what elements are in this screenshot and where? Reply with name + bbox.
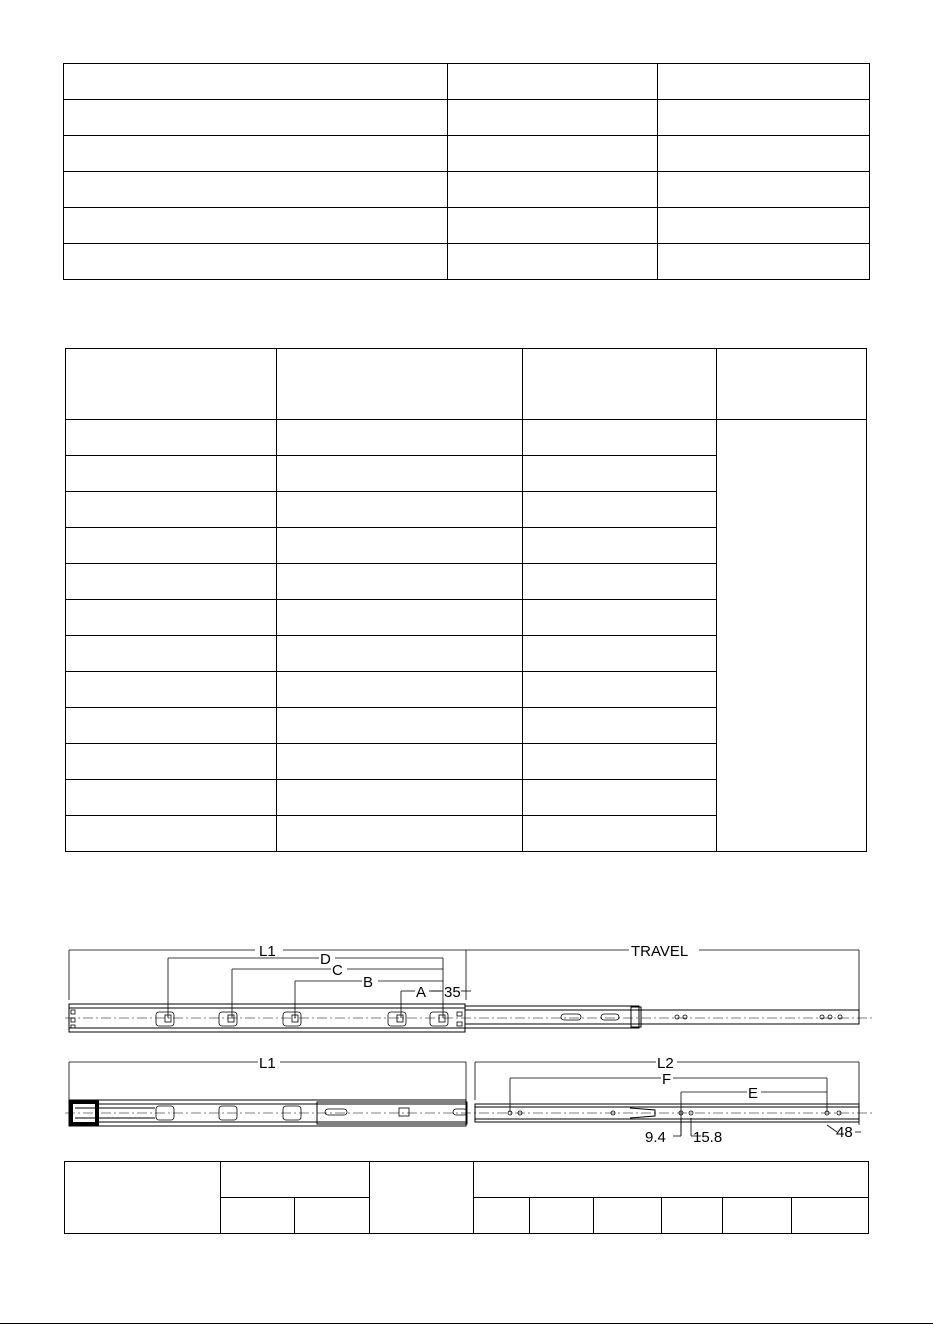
table-cell	[277, 420, 523, 456]
table-cell	[658, 172, 870, 208]
dim-48-label: 48	[836, 1124, 853, 1141]
table-cell	[66, 708, 277, 744]
table-row	[66, 420, 867, 456]
subheader-cell	[723, 1198, 792, 1234]
table-cell	[277, 780, 523, 816]
header-cell	[717, 349, 867, 420]
subheader-cell	[530, 1198, 594, 1234]
f-label: F	[662, 1071, 672, 1088]
subheader-cell	[295, 1198, 370, 1234]
table-cell	[277, 456, 523, 492]
subheader-cell	[594, 1198, 662, 1234]
table-cell	[64, 172, 448, 208]
table-cell	[523, 528, 717, 564]
header-cell	[221, 1162, 370, 1198]
b-label: B	[363, 974, 374, 991]
table-cell	[64, 100, 448, 136]
table-cell	[658, 64, 870, 100]
table-cell	[523, 636, 717, 672]
table-cell	[523, 708, 717, 744]
table-cell	[66, 672, 277, 708]
table-cell	[64, 244, 448, 280]
table-cell	[523, 420, 717, 456]
table-cell	[448, 244, 658, 280]
subheader-cell	[662, 1198, 723, 1234]
subheader-cell	[221, 1198, 295, 1234]
dimension-table	[64, 1161, 869, 1234]
table-cell	[523, 600, 717, 636]
table-cell	[277, 600, 523, 636]
table-cell	[448, 64, 658, 100]
table-cell	[523, 780, 717, 816]
table-row	[64, 136, 870, 172]
table-cell	[66, 636, 277, 672]
table-cell	[66, 564, 277, 600]
table-cell	[658, 244, 870, 280]
table-cell	[277, 492, 523, 528]
header-cell	[474, 1162, 869, 1198]
table-cell	[277, 636, 523, 672]
table-cell	[448, 172, 658, 208]
table-cell	[277, 816, 523, 852]
table-cell	[277, 708, 523, 744]
l1-bottom-label: L1	[259, 1055, 276, 1072]
table-cell	[523, 672, 717, 708]
header-cell	[66, 349, 277, 420]
subheader-cell	[474, 1198, 530, 1234]
table-row	[64, 172, 870, 208]
a-offset-label: 35	[444, 984, 461, 1001]
c-label: C	[332, 962, 343, 979]
merged-cell	[717, 420, 867, 852]
e-label: E	[748, 1085, 759, 1102]
header-cell	[65, 1162, 221, 1234]
dim-15-8-label: 15.8	[693, 1129, 723, 1145]
table-row	[64, 208, 870, 244]
table-row	[64, 100, 870, 136]
l1-label: L1	[259, 943, 276, 960]
table-cell	[523, 564, 717, 600]
table-header-row	[66, 349, 867, 420]
table-cell	[448, 100, 658, 136]
header-cell	[277, 349, 523, 420]
d-label: D	[320, 951, 331, 968]
table-cell	[658, 136, 870, 172]
table-cell	[66, 816, 277, 852]
drawer-slide-drawing	[55, 940, 885, 1145]
model-table	[65, 348, 867, 852]
table-cell	[277, 744, 523, 780]
table-cell	[66, 780, 277, 816]
table-cell	[277, 672, 523, 708]
table-cell	[658, 100, 870, 136]
table-cell	[448, 136, 658, 172]
subheader-cell	[792, 1198, 869, 1234]
table-cell	[523, 456, 717, 492]
header-cell	[370, 1162, 474, 1234]
table-cell	[448, 208, 658, 244]
table-cell	[523, 492, 717, 528]
table-cell	[66, 456, 277, 492]
table-cell	[64, 64, 448, 100]
header-cell	[523, 349, 717, 420]
table-cell	[64, 208, 448, 244]
a-label: A	[416, 984, 427, 1001]
table-cell	[277, 564, 523, 600]
table-row	[64, 244, 870, 280]
table-cell	[523, 816, 717, 852]
table-row	[64, 64, 870, 100]
table-cell	[66, 420, 277, 456]
table-cell	[277, 528, 523, 564]
table-cell	[658, 208, 870, 244]
table-cell	[66, 492, 277, 528]
table-cell	[64, 136, 448, 172]
travel-label: TRAVEL	[631, 943, 689, 960]
table-cell	[66, 528, 277, 564]
table-cell	[523, 744, 717, 780]
spec-table	[63, 63, 870, 280]
table-header-row	[65, 1162, 869, 1198]
table-cell	[66, 600, 277, 636]
l2-label: L2	[657, 1055, 674, 1072]
table-cell	[66, 744, 277, 780]
dim-9-4-label: 9.4	[645, 1129, 666, 1145]
